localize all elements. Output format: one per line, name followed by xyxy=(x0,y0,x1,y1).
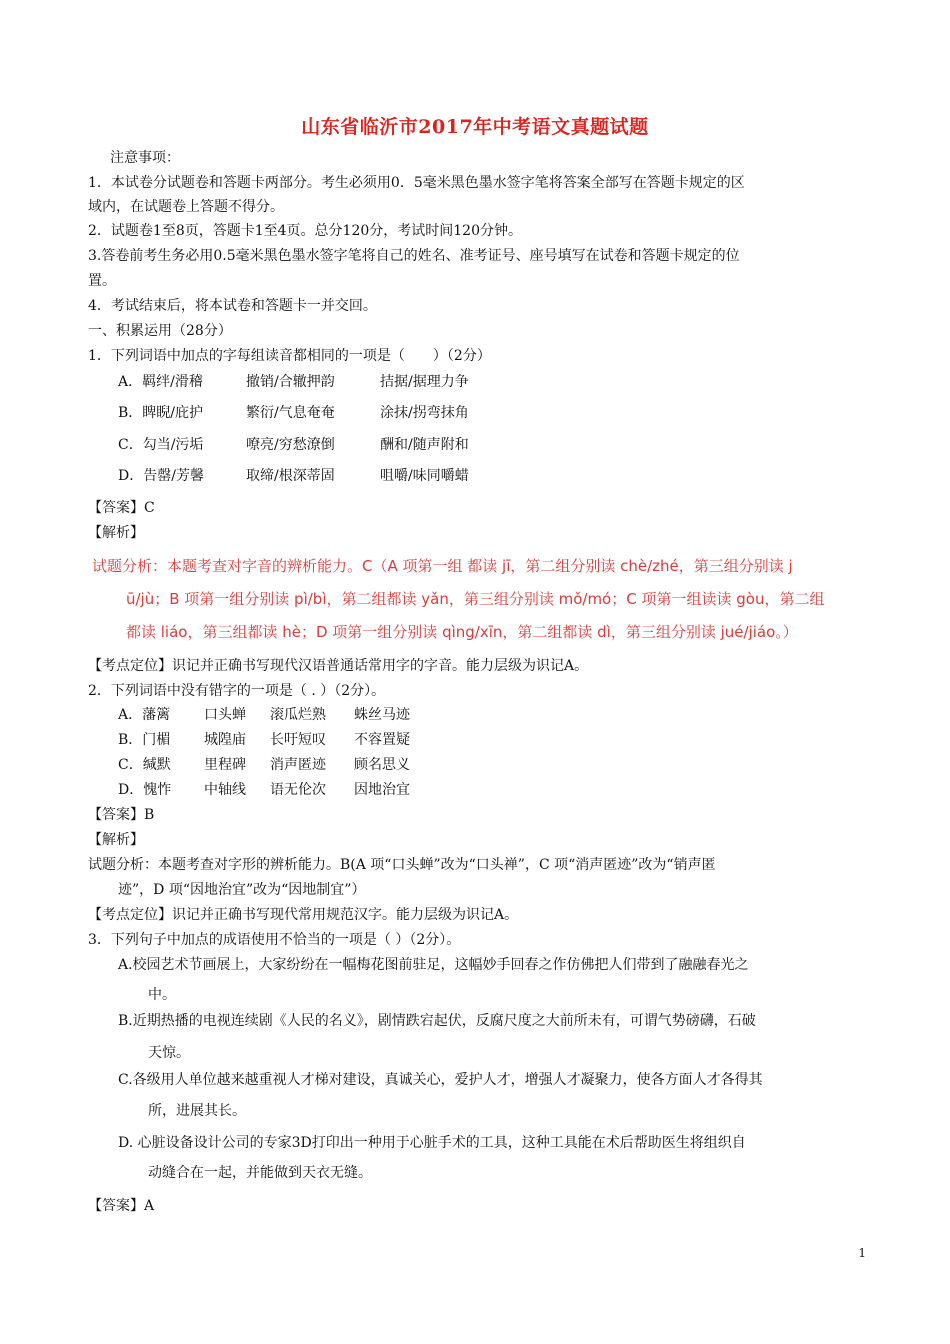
q3-option-b-line1: B.近期热播的电视连续剧《人民的名义》，剧情跌宕起伏，反腐尺度之大前所未有，可谓气势磅礴，石破 xyxy=(118,1013,756,1029)
option-part: 滚瓜烂熟 xyxy=(270,707,326,723)
page-title: 山东省临沂市2017年中考语文真题试题 xyxy=(301,116,649,138)
option-part: 顾名思义 xyxy=(354,757,410,773)
option-part: 繁衍/气息奄奄 xyxy=(246,405,335,421)
note-line: 1．本试卷分试题卷和答题卡两部分。考生必须用0．5毫米黑色墨水签字笔将答案全部写在答题卡规定的区 xyxy=(88,175,745,191)
option-part: 中轴线 xyxy=(204,782,246,798)
note-line: 2．试题卷1至8页，答题卡1至4页。总分120分，考试时间120分钟。 xyxy=(88,223,522,239)
option-part: 长吁短叹 xyxy=(270,732,326,748)
q1-analysis-label: 【解析】 xyxy=(88,525,144,541)
option-part: 语无伦次 xyxy=(270,782,326,798)
option-part: 咀嚼/味同嚼蜡 xyxy=(380,468,469,484)
question-1-stem: 1．下列词语中加点的字每组读音都相同的一项是（ ）（2分） xyxy=(88,348,491,364)
option-part: 涂抹/拐弯抹角 xyxy=(380,405,469,421)
q3-option-a-line2: 中。 xyxy=(148,987,176,1003)
option-part: 里程碑 xyxy=(204,757,246,773)
option-part: D．愧怍 xyxy=(118,782,172,798)
q2-analysis-line: 试题分析：本题考查对字形的辨析能力。B(A 项“口头蝉”改为“口头禅”，C 项“消声匿迹”改为“销声匿 xyxy=(88,857,716,873)
option-part: A．羁绊/滑稽 xyxy=(118,374,203,390)
option-part: 酬和/随声附和 xyxy=(380,437,469,453)
option-part: 因地治宜 xyxy=(354,782,410,798)
q3-answer: 【答案】A xyxy=(88,1198,155,1214)
question-3-stem: 3．下列句子中加点的成语使用不恰当的一项是（ ）（2分）。 xyxy=(88,932,461,948)
note-line: 置。 xyxy=(88,273,116,289)
q3-option-a-line1: A.校园艺术节画展上，大家纷纷在一幅梅花图前驻足，这幅妙手回春之作仿佛把人们带到了融融春光之 xyxy=(118,957,749,973)
option-part: 不容置疑 xyxy=(354,732,410,748)
q3-option-d-line2: 动缝合在一起，并能做到天衣无缝。 xyxy=(148,1165,372,1181)
q1-analysis-line: ū/jù；B 项第一组分别读 pì/bì，第二组都读 yǎn，第三组分别读 mǒ/mó；C 项第一组读读 gòu，第二组 xyxy=(126,590,825,608)
option-part: 撤销/合辙押韵 xyxy=(246,374,335,390)
option-part: 口头蝉 xyxy=(204,707,246,723)
option-part: A．藩篱 xyxy=(118,707,171,723)
q2-analysis-label: 【解析】 xyxy=(88,832,144,848)
section-heading: 一、积累运用（28分） xyxy=(88,323,232,339)
note-line: 3.答卷前考生务必用0.5毫米黑色墨水签字笔将自己的姓名、准考证号、座号填写在试卷和答题卡规定的位 xyxy=(88,248,740,264)
q2-answer: 【答案】B xyxy=(88,807,155,823)
option-part: 嘹亮/穷愁潦倒 xyxy=(246,437,335,453)
question-2-stem: 2．下列词语中没有错字的一项是（ . ）（2分）。 xyxy=(88,683,386,699)
q1-kaodian: 【考点定位】识记并正确书写现代汉语普通话常用字的字音。能力层级为识记A。 xyxy=(88,658,589,674)
page-number: 1 xyxy=(858,1246,866,1260)
option-part: D．告罄/芳馨 xyxy=(118,468,204,484)
option-part: 消声匿迹 xyxy=(270,757,326,773)
q1-answer: 【答案】C xyxy=(88,500,155,516)
q1-analysis-line: 试题分析：本题考查对字音的辨析能力。C（A 项第一组 都读 jī，第二组分别读 chè/zhé，第三组分别读 j xyxy=(92,557,793,575)
option-part: C．缄默 xyxy=(118,757,171,773)
q3-option-c-line1: C.各级用人单位越来越重视人才梯对建设，真诚关心，爱护人才，增强人才凝聚力，使各方面人才各得其 xyxy=(118,1072,763,1088)
option-part: B．门楣 xyxy=(118,732,171,748)
option-part: 拮据/据理力争 xyxy=(380,374,469,390)
q1-analysis-line: 都读 liáo，第三组都读 hè；D 项第一组分别读 qìng/xīn，第二组都读 dì，第三组分别读 jué/jiáo。） xyxy=(126,623,798,641)
option-part: 蛛丝马迹 xyxy=(354,707,410,723)
q2-analysis-line: 迹”，D 项“因地治宜”改为“因地制宜”） xyxy=(118,882,366,898)
option-part: 取缔/根深蒂固 xyxy=(246,468,335,484)
note-line: 域内，在试题卷上答题不得分。 xyxy=(88,199,284,215)
q3-option-d-line1: D. 心脏设备设计公司的专家3D打印出一种用于心脏手术的工具，这种工具能在术后帮助医生将组织自 xyxy=(118,1135,746,1151)
q3-option-c-line2: 所，进展其长。 xyxy=(148,1103,246,1119)
note-line: 4．考试结束后，将本试卷和答题卡一并交回。 xyxy=(88,298,377,314)
notes-label: 注意事项： xyxy=(110,150,180,166)
option-part: C．勾当/污垢 xyxy=(118,437,204,453)
option-part: B．睥睨/庇护 xyxy=(118,405,204,421)
option-part: 城隍庙 xyxy=(204,732,246,748)
q3-option-b-line2: 天惊。 xyxy=(148,1045,190,1061)
q2-kaodian: 【考点定位】识记并正确书写现代常用规范汉字。能力层级为识记A。 xyxy=(88,907,519,923)
